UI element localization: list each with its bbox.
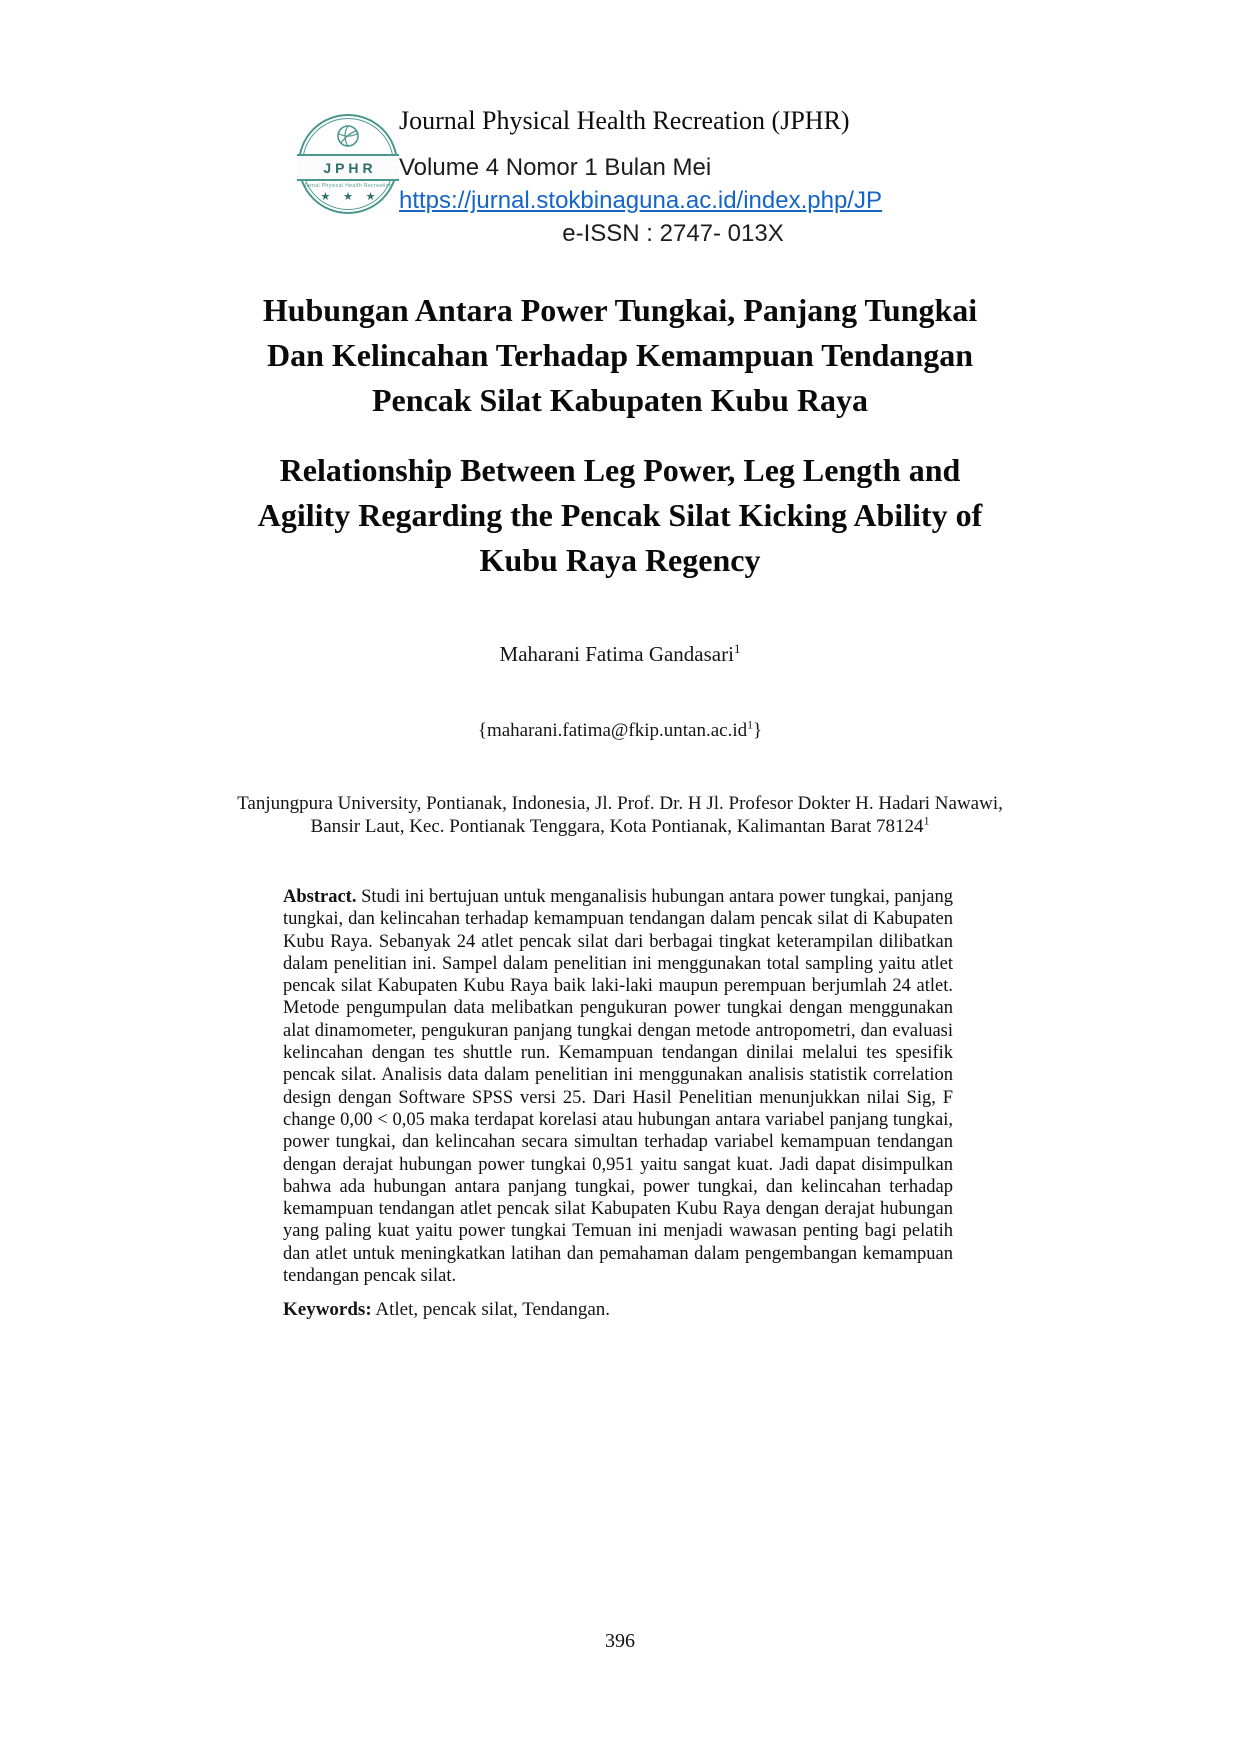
- logo-subtext: Jurnal Physical Health Recreation: [303, 183, 393, 189]
- journal-header: [399, 104, 959, 250]
- affiliation-superscript: 1: [923, 814, 930, 828]
- journal-title: Journal Physical Health Recreation (JPHR): [399, 106, 850, 135]
- affiliation-line-2: Bansir Laut, Kec. Pontianak Tenggara, Kota Pontianak, Kalimantan Barat 78124: [310, 816, 924, 837]
- abstract-paragraph: [283, 886, 953, 1287]
- page-number: 396: [605, 1630, 635, 1652]
- abstract-label: Abstract.: [283, 887, 357, 907]
- email-superscript: 1: [747, 718, 754, 732]
- journal-url-line: [399, 184, 959, 217]
- email-close-brace: }: [753, 720, 763, 741]
- author-affiliation: [190, 792, 1050, 838]
- keywords-text: Atlet, pencak silat, Tendangan.: [371, 1299, 611, 1320]
- journal-volume-line: Volume 4 Nomor 1 Bulan Mei: [399, 154, 712, 181]
- paper-title-english: [0, 448, 1240, 583]
- title-id-line-1: Hubungan Antara Power Tungkai, Panjang Tungkai: [262, 292, 978, 328]
- paper-title-indonesian: [0, 288, 1240, 423]
- title-en-line-1: Relationship Between Leg Power, Leg Length and: [279, 452, 961, 488]
- title-id-line-3: Pencak Silat Kabupaten Kubu Raya: [371, 382, 869, 418]
- author-email-text: {maharani.fatima@fkip.untan.ac.id: [477, 720, 748, 741]
- author-superscript: 1: [733, 641, 741, 656]
- title-en-line-3: Kubu Raya Regency: [479, 542, 761, 578]
- volleyball-icon: [336, 124, 360, 148]
- author-name: [0, 642, 1240, 667]
- journal-url-link[interactable]: https://jurnal.stokbinaguna.ac.id/index.php/JP: [399, 187, 882, 214]
- keywords-label: Keywords:: [283, 1299, 372, 1320]
- title-id-line-2: Dan Kelincahan Terhadap Kemampuan Tendangan: [266, 337, 973, 373]
- title-en-line-2: Agility Regarding the Pencak Silat Kicking Ability of: [257, 497, 983, 533]
- logo-stars-icon: ★ ★ ★: [320, 191, 381, 203]
- author-email: [0, 720, 1240, 742]
- keywords-line: [283, 1298, 953, 1321]
- abstract-text: Studi ini bertujuan untuk menganalisis hubungan antara power tungkai, panjang tungkai, dan kelincahan terhadap kemampuan tendangan dalam pencak silat di Kabupaten Kubu Raya. Sebanyak 24 atlet pencak silat dari berbagai tingkat keterampilan dilibatkan dalam penelitian ini. Sampel dalam penelitian ini menggunakan total sampling yaitu atlet pencak silat Kabupaten Kubu Raya baik laki-laki maupun perempuan berjumlah 24 atlet. Metode pengumpulan data melibatkan pengukuran power tungkai dengan menggunakan alat dinamometer, pengukuran panjang tungkai dengan metode antropometri, dan evaluasi kelincahan dengan tes shuttle run. Kemampuan tendangan dinilai melalui tes spesifik pencak silat. Analisis data dalam penelitian ini menggunakan analisis statistik correlation design dengan Software SPSS versi 25. Dari Hasil Penelitian menunjukkan nilai Sig, F change 0,00 < 0,05 maka terdapat korelasi atau hubungan antara variabel panjang tungkai, power tungkai, dan kelincahan secara simultan terhadap variabel kemampuan tendangan dengan derajat hubungan power tungkai 0,951 yaitu sangat kuat. Jadi dapat disimpulkan bahwa ada hubungan antara panjang tungkai, power tungkai, dan kelincahan terhadap kemampuan tendangan atlet pencak silat Kabupaten Kubu Raya dengan derajat hubungan yang paling kuat yaitu power tungkai Temuan ini menjadi wawasan penting bagi pelatih dan atlet untuk meningkatkan latihan dan pemahaman dalam pengembangan kemampuan tendangan pencak silat.: [283, 887, 953, 1287]
- author-name-text: Maharani Fatima Gandasari: [499, 642, 734, 666]
- journal-eissn: e-ISSN : 2747- 013X: [562, 220, 784, 247]
- journal-logo: [298, 114, 398, 214]
- logo-acronym-band: [297, 154, 399, 181]
- logo-acronym-text: JPHR: [323, 159, 377, 176]
- affiliation-line-1: Tanjungpura University, Pontianak, Indonesia, Jl. Prof. Dr. H Jl. Profesor Dokter H. Hadari Nawawi,: [237, 793, 1003, 814]
